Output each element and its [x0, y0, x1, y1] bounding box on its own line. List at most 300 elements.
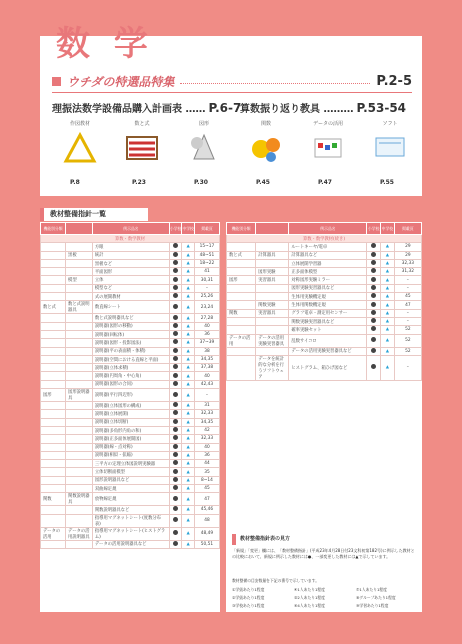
cell-g: [227, 259, 256, 267]
cell-g: [41, 347, 66, 355]
quantity-marker-icon: [173, 392, 178, 397]
cell-name: 関数説明器具など: [92, 506, 169, 514]
quantity-marker-icon: [173, 260, 178, 265]
table-row: [41, 314, 220, 322]
cell-g: [41, 372, 66, 380]
changed-triangle-icon: ▲: [186, 518, 190, 524]
cell-name: 生体用関数機定規: [289, 301, 367, 309]
legend-item: ⑦1人あたり1程度: [356, 587, 388, 592]
changed-triangle-icon: ▲: [385, 319, 389, 325]
cell-name: 正多面体模型: [289, 268, 367, 276]
quantity-marker-icon: [173, 356, 178, 361]
set-square-icon: [63, 131, 97, 165]
cell-s: [66, 435, 93, 443]
cell-g: [41, 284, 66, 292]
cell-s: [256, 326, 289, 334]
quantity-marker-icon: [173, 304, 178, 309]
cell-page: 41: [194, 268, 219, 276]
changed-triangle-icon: ▲: [186, 357, 190, 362]
table-row: [227, 284, 422, 292]
cell-page: –: [394, 284, 421, 292]
cell-name: 模型など: [92, 284, 169, 292]
cell-g: [41, 435, 66, 443]
quantity-marker-icon: [173, 381, 178, 386]
cell-s: [66, 540, 93, 548]
quantity-marker-icon: [173, 517, 178, 522]
cell-s: [66, 372, 93, 380]
cell-name: 説明器(多角形内角の和): [92, 426, 169, 434]
cell-page: 15~17: [194, 243, 219, 251]
quantity-marker-icon: [173, 252, 178, 257]
cell-g: [41, 339, 66, 347]
changed-triangle-icon: ▲: [385, 327, 389, 333]
changed-triangle-icon: ▲: [385, 348, 389, 354]
cell-page: –: [394, 317, 421, 325]
quantity-marker-icon: [371, 364, 376, 369]
cell-page: 25,26: [194, 293, 219, 301]
cell-name: 説明器(立体切断): [92, 418, 169, 426]
cell-s: [66, 410, 93, 418]
changed-triangle-icon: ▲: [186, 269, 190, 275]
cell-s: 黒板: [66, 251, 93, 259]
cell-name: 説明器(立体展開): [92, 410, 169, 418]
cell-s: [256, 284, 289, 292]
table-row: [41, 451, 220, 459]
review-label: 算数振り返り教具 ………: [240, 104, 354, 115]
cell-page: 31: [194, 402, 219, 410]
cell-s: [66, 347, 93, 355]
cell-page: 36: [194, 451, 219, 459]
table-row: [227, 276, 422, 284]
cell-page: –: [394, 355, 421, 380]
quantity-marker-icon: [371, 337, 376, 342]
table-row: [227, 268, 422, 276]
changed-triangle-icon: ▲: [385, 244, 389, 250]
table-row: [41, 410, 220, 418]
cell-name: グラフ電卓・測定用センサー: [289, 309, 367, 317]
cell-g: [41, 443, 66, 451]
legend: [232, 578, 418, 609]
cell-s: [66, 514, 93, 527]
table-row: [41, 527, 220, 540]
cell-s: [256, 293, 289, 301]
cell-s: [66, 330, 93, 338]
cell-page: 32,33: [194, 435, 219, 443]
category-number[interactable]: 数と式 P.23: [114, 118, 170, 190]
quantity-marker-icon: [173, 541, 178, 546]
table-row: [227, 293, 422, 301]
category-functions[interactable]: 関数 P.45: [238, 118, 294, 190]
cell-page: 29: [394, 243, 421, 251]
cell-s: 関数実験: [256, 301, 289, 309]
cell-s: [66, 468, 93, 476]
cell-name: 説明器(円周角・中心角): [92, 372, 169, 380]
cell-name: 式の展開教材: [92, 293, 169, 301]
cell-name: 確率実験セット: [289, 326, 367, 334]
cell-page: 27,28: [194, 314, 219, 322]
changed-triangle-icon: ▲: [385, 277, 389, 283]
changed-triangle-icon: ▲: [186, 340, 190, 346]
cell-s: データの活用説明器具: [66, 527, 93, 540]
table-row: [41, 268, 220, 276]
table-row: [227, 243, 422, 251]
cell-name: 図形説明器具など: [92, 476, 169, 484]
abacus-icon: [125, 131, 159, 165]
legend-item: ④1人あたり1程度: [294, 587, 326, 592]
legend-item: ⑤2人あたり1程度: [294, 595, 326, 600]
section-title: 教材整備指針一覧: [40, 208, 148, 221]
legend-item: ⑧グループあたり1程度: [356, 595, 396, 600]
quantity-marker-icon: [173, 243, 178, 248]
table-row: [41, 259, 220, 267]
changed-triangle-icon: ▲: [385, 302, 389, 308]
guideline-table-left: 機能別分類 例示品名 小学校 中学校 掲載頁 算数・数学教材 方眼 ▲ 15~17 黒板 統計 ▲ 48~51 黒板など ▲ 18~22 平面図形 ▲ 41 模型 立体 ▲ 30,31 模型など ▲ – 式の展開教材 ▲ 25,26 数と式 数と式説明器具 数直線シート ▲ 23,24 数と式説明器具など ▲ 27,28 説明器(図形の移動) ▲ 40 説明器(回転体) ▲ 36 説明器(図形・投影図法) ▲ 37~39 説明器(平の表面積・体積) ▲ 38 説明器(空間における直線と平面) ▲ 34,35 説明器(立体求積) ▲ 37,38 説明器(円周角・中心角) ▲ 40 説明器(図形の合同) ▲ 42,43 図形 図形説明器具 説明器(平行四辺形) ▲ – 説明器(立体図形の構成) ▲ 31 説明器(立体展開) ▲ 32,33 説明器(立体切断) ▲ 34,35 説明器(多角形内角の和) ▲ 42 説明器(正多面体展開図) ▲ 32,33 説明器(線・点対称) ▲ 40 説明器(相似・拡縮) ▲ 36 三平方の定理立体図説明実験器 ▲ 44 立体切断面模型 ▲ 35 図形説明器具など ▲ 8~14 双曲線定規 ▲ 45 関数 関数説明器具 放物線定規 ▲ 47 関数説明器具など ▲ 45,46 指導用マグネットシート(度数分布表) ▲ 48 データの活用 データの活用説明器具 指導用マグネットシート(ヒストグラム) ▲ 48,49 データの活用説明器具など ▲ 50,51: [40, 222, 220, 549]
cell-g: [41, 380, 66, 388]
cell-s: 実習器具: [256, 276, 289, 284]
changed-triangle-icon: ▲: [186, 261, 190, 267]
cell-s: [66, 322, 93, 330]
cell-s: 図形実験: [256, 268, 289, 276]
table-row: [41, 418, 220, 426]
table-row: [41, 276, 220, 284]
cell-page: 52: [394, 326, 421, 334]
category-drawing[interactable]: 作図教材 P.8: [52, 118, 108, 190]
cell-s: [256, 347, 289, 355]
cell-s: [256, 317, 289, 325]
quantity-marker-icon: [173, 364, 178, 369]
cell-g: [41, 460, 66, 468]
cell-name: 三平方の定理立体図説明実験器: [92, 460, 169, 468]
changed-triangle-icon: ▲: [186, 507, 190, 513]
square-icon: [52, 77, 61, 86]
cell-g: [41, 276, 66, 284]
changed-triangle-icon: ▲: [186, 373, 190, 379]
quantity-marker-icon: [173, 331, 178, 336]
cell-g: [227, 317, 256, 325]
quantity-marker-icon: [173, 469, 178, 474]
cell-s: [66, 243, 93, 251]
table-row: [41, 514, 220, 527]
cell-g: [41, 314, 66, 322]
cell-name: 立体: [92, 276, 169, 284]
cell-name: 数と式説明器具など: [92, 314, 169, 322]
cell-g: [41, 485, 66, 493]
cell-page: 44: [194, 460, 219, 468]
quantity-marker-icon: [173, 427, 178, 432]
table-row: [41, 402, 220, 410]
cell-name: 黒板など: [92, 259, 169, 267]
cell-page: 37,38: [194, 364, 219, 372]
quantity-marker-icon: [173, 285, 178, 290]
changed-triangle-icon: ▲: [186, 469, 190, 475]
changed-triangle-icon: ▲: [186, 477, 190, 483]
changed-triangle-icon: ▲: [186, 436, 190, 442]
changed-triangle-icon: ▲: [385, 269, 389, 275]
guideline-table-right: 機能別分類 例示品名 小学校 中学校 掲載頁 算数・数学教材(続き) ルートキーヤ/電卓 ▲ 29 数と式 計算器具 計算器具など ▲ 29 立体展開学習器 ▲ 32,33 図形実験 正多面体模型 ▲ 31,32 図形 実習器具 対称図形実験ミラー ▲ – 図形実験実習器具など ▲ – 生体用実験機定規 ▲ 45 関数実験 生体用関数機定規 ▲ 47 関数 実習器具 グラフ電卓・測定用センサー ▲ – 関数実験実習器具など ▲ – 確率実験セット ▲ 52 データの活用 データの活用実験実習器具 乱数サイコロ ▲ 52 データの活用実験実習器具など ▲ 52 データを統計的な分析を行うソフトウェア ヒストグラム、箱ひげ図など ▲ –: [226, 222, 422, 381]
cell-g: [41, 322, 66, 330]
band-label: 算数・数学教材(続き): [227, 235, 422, 243]
cell-g: [41, 402, 66, 410]
quantity-marker-icon: [173, 348, 178, 353]
table-row: [41, 389, 220, 402]
quantity-marker-icon: [371, 277, 376, 282]
quantity-marker-icon: [173, 419, 178, 424]
table-row: [227, 334, 422, 347]
cell-page: 50,51: [194, 540, 219, 548]
table-row: [41, 322, 220, 330]
cell-page: 52: [394, 347, 421, 355]
changed-triangle-icon: ▲: [385, 365, 389, 371]
quantity-marker-icon: [371, 252, 376, 257]
quantity-marker-icon: [173, 268, 178, 273]
changed-triangle-icon: ▲: [385, 261, 389, 267]
cell-page: 37~39: [194, 339, 219, 347]
table-row: [41, 355, 220, 363]
band-row: [41, 235, 220, 243]
changed-triangle-icon: ▲: [186, 323, 190, 329]
quantity-marker-icon: [173, 485, 178, 490]
category-shapes[interactable]: 図形 P.30: [176, 118, 232, 190]
cell-s: [66, 259, 93, 267]
changed-triangle-icon: ▲: [186, 531, 190, 537]
changed-triangle-icon: ▲: [186, 486, 190, 492]
plan-link[interactable]: [52, 100, 241, 115]
cell-g: データの活用: [227, 334, 256, 347]
cell-g: [227, 268, 256, 276]
feature-banner[interactable]: [52, 70, 412, 92]
cell-s: [66, 284, 93, 292]
table-row: [41, 339, 220, 347]
cell-page: 45,46: [194, 506, 219, 514]
cell-g: 数と式: [227, 251, 256, 259]
changed-triangle-icon: ▲: [385, 294, 389, 300]
cell-page: 32,33: [394, 259, 421, 267]
cell-g: 数と式: [41, 301, 66, 314]
cell-name: データの活用説明器具など: [92, 540, 169, 548]
cell-name: 数直線シート: [92, 301, 169, 314]
table-row: [227, 259, 422, 267]
cell-g: [41, 540, 66, 548]
table-row: [41, 380, 220, 388]
changed-triangle-icon: ▲: [186, 403, 190, 409]
changed-triangle-icon: ▲: [186, 444, 190, 450]
leader-dots: [180, 78, 370, 84]
category-software[interactable]: ソフト P.55: [362, 118, 418, 190]
band-label: 算数・数学教材: [41, 235, 220, 243]
changed-triangle-icon: ▲: [186, 252, 190, 258]
cell-s: データの活用実験実習器具: [256, 334, 289, 347]
solids-icon: [187, 131, 221, 165]
plan-label: 理振法数学設備品購入計画表 ……: [52, 104, 206, 115]
cell-page: 18~22: [194, 259, 219, 267]
cell-page: –: [194, 284, 219, 292]
quantity-marker-icon: [173, 477, 178, 482]
cell-g: [41, 514, 66, 527]
cell-s: [66, 476, 93, 484]
cell-name: 計算器具など: [289, 251, 367, 259]
table-row: [41, 540, 220, 548]
cell-page: 48~51: [194, 251, 219, 259]
quantity-marker-icon: [371, 302, 376, 307]
table-row: [227, 309, 422, 317]
changed-triangle-icon: ▲: [385, 285, 389, 291]
cell-name: 説明器(立体求積): [92, 364, 169, 372]
cell-page: 45: [394, 293, 421, 301]
changed-triangle-icon: ▲: [186, 244, 190, 250]
table-row: [41, 347, 220, 355]
cell-g: [227, 326, 256, 334]
changed-triangle-icon: ▲: [186, 348, 190, 354]
cell-page: 47: [394, 301, 421, 309]
quantity-marker-icon: [371, 348, 376, 353]
cell-name: ヒストグラム、箱ひげ図など: [289, 355, 367, 380]
quantity-marker-icon: [371, 293, 376, 298]
cell-g: [227, 293, 256, 301]
quantity-marker-icon: [173, 530, 178, 535]
cell-g: [41, 476, 66, 484]
changed-triangle-icon: ▲: [186, 452, 190, 458]
table-row: [227, 347, 422, 355]
legend-item: ⑨学習あたり1程度: [356, 603, 389, 608]
cell-s: [66, 460, 93, 468]
legend-item: ①学級あたり1程度: [232, 587, 265, 592]
table-row: [41, 293, 220, 301]
cell-s: [66, 364, 93, 372]
cell-g: 図形: [41, 389, 66, 402]
quantity-marker-icon: [173, 323, 178, 328]
changed-triangle-icon: ▲: [186, 365, 190, 371]
quantity-marker-icon: [173, 435, 178, 440]
dice-icon: [311, 131, 345, 165]
table-row: [41, 372, 220, 380]
changed-triangle-icon: ▲: [186, 411, 190, 417]
category-data[interactable]: データの活用 P.47: [312, 121, 343, 186]
table-row: [41, 330, 220, 338]
cell-g: [41, 410, 66, 418]
changed-triangle-icon: ▲: [186, 461, 190, 467]
cell-g: [41, 330, 66, 338]
cell-name: ルートキーヤ/電卓: [289, 243, 367, 251]
cell-name: 方眼: [92, 243, 169, 251]
cell-g: [41, 355, 66, 363]
cell-name: 説明器(空間における直線と平面): [92, 355, 169, 363]
table-row: [41, 460, 220, 468]
banner-divider: [52, 92, 412, 93]
table-row: [41, 426, 220, 434]
cell-name: データの活用実験実習器具など: [289, 347, 367, 355]
cell-g: 関数: [41, 493, 66, 506]
changed-triangle-icon: ▲: [186, 392, 190, 398]
quantity-marker-icon: [371, 268, 376, 273]
cell-page: 8~14: [194, 476, 219, 484]
review-link[interactable]: [240, 100, 406, 115]
cell-g: [41, 251, 66, 259]
cell-name: 乱数サイコロ: [289, 334, 367, 347]
cell-g: [227, 347, 256, 355]
cell-name: 説明器(図形の合同): [92, 380, 169, 388]
cell-s: [66, 339, 93, 347]
cell-s: 関数説明器具: [66, 493, 93, 506]
changed-triangle-icon: ▲: [385, 338, 389, 344]
cell-g: [227, 284, 256, 292]
legend-item: ③学校あたり1程度: [232, 603, 265, 608]
cell-page: 34,35: [194, 418, 219, 426]
banner-text: ウチダの特選品特集: [67, 74, 175, 89]
changed-triangle-icon: ▲: [186, 304, 190, 310]
cell-page: 36: [194, 330, 219, 338]
table-row: [227, 355, 422, 380]
cell-g: [227, 301, 256, 309]
cell-s: [256, 259, 289, 267]
changed-triangle-icon: ▲: [186, 277, 190, 283]
cell-page: 34,35: [194, 355, 219, 363]
cell-s: 計算器具: [256, 251, 289, 259]
cell-name: 立体切断面模型: [92, 468, 169, 476]
cell-name: 統計: [92, 251, 169, 259]
table-row: [41, 485, 220, 493]
cell-name: 立体展開学習器: [289, 259, 367, 267]
cell-s: [66, 314, 93, 322]
page-title: 数 学: [56, 24, 154, 64]
changed-triangle-icon: ▲: [385, 310, 389, 316]
cell-s: [66, 451, 93, 459]
cell-page: 47: [194, 493, 219, 506]
cell-page: 35: [194, 468, 219, 476]
table-row: [41, 476, 220, 484]
cell-page: –: [194, 389, 219, 402]
quantity-marker-icon: [371, 310, 376, 315]
changed-triangle-icon: ▲: [385, 252, 389, 258]
cell-page: 30,31: [194, 276, 219, 284]
cell-g: [41, 268, 66, 276]
cell-g: [41, 468, 66, 476]
cell-page: –: [394, 276, 421, 284]
cell-s: データを統計的な分析を行うソフトウェア: [256, 355, 289, 380]
cell-name: 指導用マグネットシート(ヒストグラム): [92, 527, 169, 540]
legend-item: ②学級あたり1程度: [232, 595, 265, 600]
cell-name: 放物線定規: [92, 493, 169, 506]
table-row: [41, 284, 220, 292]
cell-s: [66, 418, 93, 426]
quantity-marker-icon: [371, 260, 376, 265]
quantity-marker-icon: [371, 285, 376, 290]
cell-g: [41, 426, 66, 434]
cell-s: [66, 293, 93, 301]
legend-item: ⑥4人あたり1程度: [294, 603, 326, 608]
cell-name: 説明器(線・点対称): [92, 443, 169, 451]
table-row: [41, 364, 220, 372]
table-row: [41, 506, 220, 514]
cell-s: 図形説明器具: [66, 389, 93, 402]
quantity-marker-icon: [173, 373, 178, 378]
band-row: [227, 235, 422, 243]
changed-triangle-icon: ▲: [186, 541, 190, 547]
cell-page: –: [394, 309, 421, 317]
table-row: [41, 443, 220, 451]
cell-g: [41, 451, 66, 459]
table-row: [41, 493, 220, 506]
legend-title: 教材整備の目安数量を下記の番号で示しています。: [232, 578, 320, 583]
quantity-marker-icon: [173, 402, 178, 407]
cell-g: [41, 364, 66, 372]
cell-page: 40: [194, 322, 219, 330]
cell-g: [41, 506, 66, 514]
cell-g: [227, 243, 256, 251]
cell-page: 45: [194, 485, 219, 493]
cell-page: 42: [194, 426, 219, 434]
table-row: [227, 326, 422, 334]
quantity-marker-icon: [173, 444, 178, 449]
